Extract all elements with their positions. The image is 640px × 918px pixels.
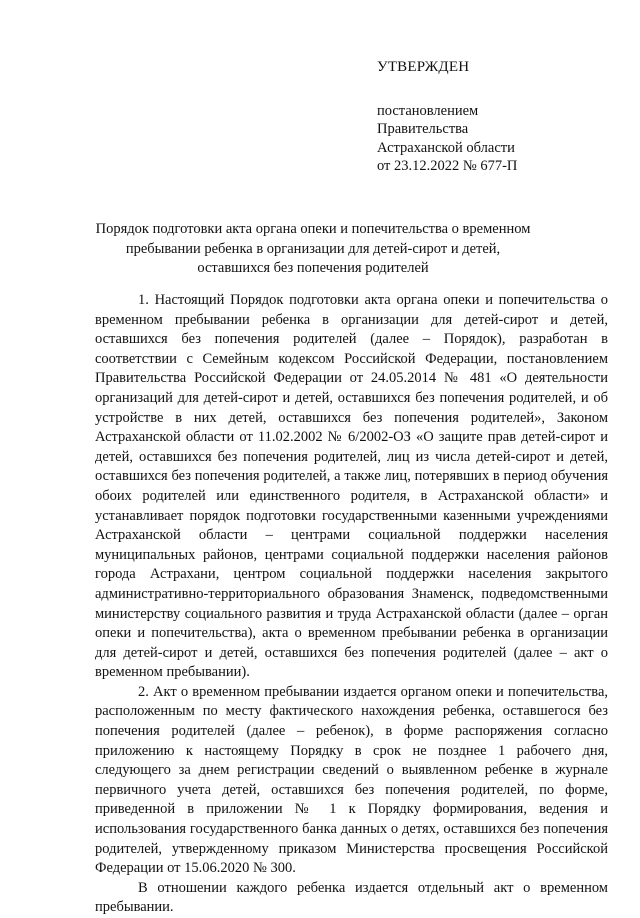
- approval-line-decree: постановлением: [377, 102, 479, 119]
- approval-line-government: Правительства: [377, 121, 469, 137]
- paragraph-2: 2. Акт о временном пребывании издается органом опеки и попечительства, расположенным по месту фактического нахождения ребенка, оставшегося без попечения родителей (далее – ребенок), в форме распоряжения согласно приложению к настоящему Порядку в срок не позднее 1 рабочего дня, следующего за днем регистрации сведений о выявленном ребенке в журнале первичного учета детей, оставшихся без попечения родителей, по форме, приведенной в приложении № 1 к Порядку формирования, ведения и использования государственного банка данных о детях, оставшихся без попечения родителей, утвержденному приказом Министерства просвещения Российской Федерации от 15.06.2020 № 300.: [95, 683, 608, 877]
- paragraph-3: В отношении каждого ребенка издается отдельный акт о временном пребывании.: [95, 879, 608, 916]
- approval-line-date-number: от 23.12.2022 № 677-П: [377, 158, 518, 174]
- approval-line-region: Астраханской области: [377, 139, 515, 156]
- paragraph-1: 1. Настоящий Порядок подготовки акта органа опеки и попечительства о временном пребывании ребенка в организации для детей-сирот и детей, оставшихся без попечения родителей (далее – Порядок), разработан в соответствии с Семейным кодексом Российской Федерации, постановлением Правительства Российской Федерации от 24.05.2014 № 481 «О деятельности организаций для детей-сирот и детей, оставшихся без попечения родителей, и об устройстве в них детей, оставшихся без попечения родителей», Законом Астраханской области от 11.02.2002 № 6/2002-ОЗ «О защите прав детей-сирот и детей, оставшихся без попечения родителей, лиц из числа детей-сирот и детей, оставшихся без попечения родителей, а также лиц, потерявших в период обучения обоих родителей или единственного родителя, в Астраханской области» и устанавливает порядок подготовки государственными казенными учреждениями Астраханской области – центрами социальной поддержки населения муниципальных районов, центрами социальной поддержки населения районов города Астрахани, центром социальной поддержки населения закрытого административно-территориального образования Знаменск, подведомственными министерству социального развития и труда Астраханской области (далее – орган опеки и попечительства), акта о временном пребывании ребенка в организации для детей-сирот и детей, оставшихся без попечения родителей (далее – акт о временном пребывании).: [95, 292, 608, 681]
- document-body: [95, 291, 608, 918]
- approval-block: [377, 58, 617, 176]
- document-title: Порядок подготовки акта органа опеки и попечительства о временном пребывании ребенка в организации для детей-сирот и детей, оставшихся без попечения родителей: [95, 221, 531, 276]
- approval-heading: УТВЕРЖДЕН: [377, 59, 470, 75]
